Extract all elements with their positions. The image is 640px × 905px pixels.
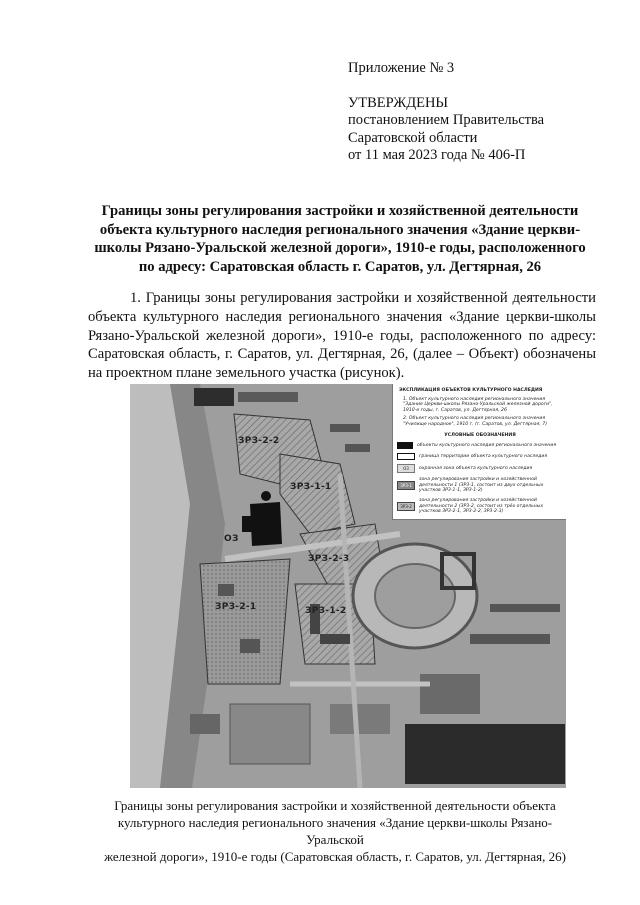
object-wing (242, 516, 252, 532)
building (330, 704, 390, 734)
building (190, 714, 220, 734)
building (470, 634, 550, 644)
caption-line-2: культурного наследия регионального значения «Здание церкви-школы Рязано-Уральской (117, 815, 553, 847)
legend-item-1: 1. Объект культурного наследия регионального значения "Здание Церкви-школы Рязано-Уральской железной дороги", 1910-е годы, г. Саратов, ул. Дегтярная, 26 (403, 396, 553, 413)
legend-row-4-text: зона регулирования застройки и хозяйственной деятельности 1 (ЗРЗ-1, состоит из двух отдельных участков ЗРЗ-1-1, ЗРЗ-1-2) (419, 477, 544, 494)
legend-swatch-oz: ОЗ (397, 464, 415, 473)
legend-swatch-object (397, 442, 413, 449)
title-line-2: объекта культурного наследия регионального значения «Здание церкви- (99, 221, 581, 238)
zone-zrz-2-1 (200, 559, 290, 684)
approval-block (348, 60, 618, 165)
label-zrz-2-1: ЗРЗ-2-1 (215, 602, 257, 612)
legend-row-1 (393, 440, 566, 451)
legend-row-3 (393, 462, 566, 475)
legend-swatch-zrz2: ЗРЗ-2 (397, 502, 415, 511)
legend-heading: ЭКСПЛИКАЦИЯ ОБЪЕКТОВ КУЛЬТУРНОГО НАСЛЕДИЯ (399, 388, 543, 393)
map-legend (392, 384, 566, 520)
approval-line-3: от 11 мая 2023 года № 406-П (348, 147, 526, 163)
building (345, 444, 370, 452)
dark-block (405, 724, 565, 784)
label-zrz-2-3: ЗРЗ-2-3 (308, 554, 350, 564)
object-dome (261, 491, 271, 501)
building (330, 424, 360, 432)
label-zrz-2-2: ЗРЗ-2-2 (238, 436, 280, 446)
legend-swatch-zrz1: ЗРЗ-1 (397, 481, 415, 490)
label-zrz-1-1: ЗРЗ-1-1 (290, 482, 332, 492)
building-block (230, 704, 310, 764)
approved-heading: УТВЕРЖДЕНЫ (348, 94, 449, 111)
dark-building (194, 388, 234, 406)
legend-swatch-boundary (397, 453, 415, 460)
approval-line-1: постановлением Правительства (348, 112, 545, 128)
body-paragraph (88, 289, 596, 383)
legend-row-5 (393, 496, 566, 517)
building (240, 639, 260, 653)
legend-row-3-text: охранная зона объекта культурного наследия (419, 465, 533, 471)
label-oz: ОЗ (224, 534, 239, 544)
caption-line-1: Границы зоны регулирования застройки и хозяйственной деятельности объекта (114, 798, 556, 813)
title-line-1: Границы зоны регулирования застройки и хозяйственной деятельности (101, 203, 579, 219)
document-title (60, 202, 620, 276)
title-line-3: школы Рязано-Уральской железной дороги», 1910-е годы, расположенного (94, 240, 586, 256)
building (420, 674, 480, 714)
building (218, 584, 234, 596)
building (238, 392, 298, 402)
figure-caption (100, 797, 570, 865)
legend-row-5-text: зона регулирования застройки и хозяйственной деятельности 2 (ЗРЗ-2, состоит из трёх отдельных участков ЗРЗ-2-1, ЗРЗ-2-2, ЗРЗ-2-3) (419, 497, 544, 515)
label-zrz-1-2: ЗРЗ-1-2 (305, 606, 347, 616)
legend-row-1-text: объекты культурного наследия регионального значения (417, 442, 557, 448)
legend-subheading: УСЛОВНЫЕ ОБОЗНАЧЕНИЯ (444, 432, 516, 438)
site-plan-map (130, 384, 566, 788)
paragraph-text: 1. Границы зоны регулирования застройки и хозяйственной деятельности объекта культурного наследия регионального значения «Здание церкви-школы Рязано-Уральской железной дороги», 1910-е годы, расположенного по адресу: Саратовская область, г. Саратов, ул. Дегтярная, 26, (далее – Объект) обозначены на проектном плане земельного участка (рисунок). (88, 290, 596, 382)
appendix-label: Приложение № 3 (348, 60, 455, 76)
caption-line-3: железной дороги», 1910-е годы (Саратовская область, г. Саратов, ул. Дегтярная, 26) (104, 849, 566, 864)
legend-row-2 (393, 451, 566, 462)
object-building (250, 502, 282, 546)
building (320, 634, 350, 644)
building (490, 604, 560, 612)
title-line-4: по адресу: Саратовская область г. Саратов, ул. Дегтярная, 26 (138, 258, 542, 275)
legend-item-2: 2. Объект культурного наследия регионального значения "Училище народное", 1910 г. (г. Саратов, ул. Дегтярная, 7) (403, 416, 547, 427)
legend-row-4 (393, 475, 566, 496)
approval-line-2: Саратовской области (348, 129, 478, 146)
legend-row-2-text: граница территории объекта культурного наследия (419, 453, 548, 459)
